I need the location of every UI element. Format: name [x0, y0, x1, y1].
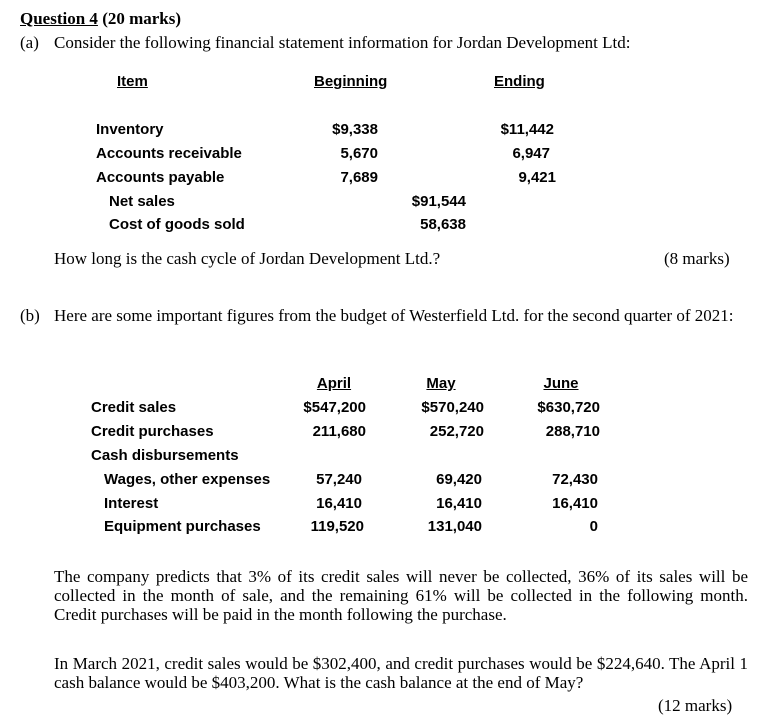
budget-cell: 211,680 — [312, 423, 366, 440]
budget-cell: 16,410 — [316, 495, 362, 512]
budget-cell: 252,720 — [429, 423, 484, 440]
row-inventory-ending: $11,442 — [500, 121, 554, 138]
row-ar-ending: 6,947 — [512, 145, 550, 162]
part-b-paragraph-1: The company predicts that 3% of its credit sales will never be collected, 36% of its sales will be collected in the month of sale, and the remaining 61% will be collected in the following month. Credit purchases will be paid in the month following the purchase. — [54, 567, 748, 624]
budget-cell: 69,420 — [436, 471, 482, 488]
row-ap-label: Accounts payable — [96, 169, 225, 186]
row-ar-label: Accounts receivable — [96, 145, 242, 162]
row-cogs-label: Cost of goods sold — [109, 216, 245, 233]
part-b-paragraph-2: In March 2021, credit sales would be $302,400, and credit purchases would be $224,640. The April 1 cash balance would be $403,200. What is the cash balance at the end of May? — [54, 654, 748, 692]
header-ending: Ending — [494, 73, 545, 90]
part-b-marks: (12 marks) — [658, 696, 733, 715]
part-a-intro: Consider the following financial statement information for Jordan Development Ltd: — [54, 33, 631, 52]
row-ap-ending: 9,421 — [518, 169, 556, 186]
row-ar-beginning: 5,670 — [340, 145, 378, 162]
budget-cell: 16,410 — [436, 495, 482, 512]
budget-cell: $570,240 — [421, 399, 484, 416]
budget-cell: $630,720 — [537, 399, 600, 416]
budget-cell: 72,430 — [552, 471, 598, 488]
row-inventory-beginning: $9,338 — [332, 121, 378, 138]
budget-row-label: Equipment purchases — [104, 518, 261, 535]
header-item: Item — [117, 73, 148, 90]
row-ap-beginning: 7,689 — [340, 169, 378, 186]
budget-cell: 131,040 — [427, 518, 482, 535]
row-cogs-value: 58,638 — [420, 216, 466, 233]
budget-row-label: Cash disbursements — [91, 447, 239, 464]
row-inventory-label: Inventory — [96, 121, 164, 138]
budget-cell: 0 — [589, 518, 598, 535]
budget-cell: 16,410 — [552, 495, 598, 512]
month-june: June — [543, 375, 579, 392]
budget-row-label: Credit sales — [91, 399, 177, 416]
budget-row-label: Wages, other expenses — [104, 471, 271, 488]
budget-cell: 288,710 — [545, 423, 600, 440]
part-a-label: (a) — [20, 33, 39, 52]
budget-row-label: Credit purchases — [91, 423, 214, 440]
row-net-sales-label: Net sales — [109, 193, 175, 210]
part-b-intro: Here are some important figures from the budget of Westerfield Ltd. for the second quarter of 2021: — [54, 306, 734, 325]
question-number: Question 4 — [20, 9, 98, 28]
budget-cell: $547,200 — [303, 399, 366, 416]
question-heading — [20, 9, 181, 28]
budget-cell: 119,520 — [310, 518, 364, 535]
part-a-marks: (8 marks) — [664, 249, 730, 268]
part-a-question: How long is the cash cycle of Jordan Development Ltd.? — [54, 249, 441, 268]
question-marks: (20 marks) — [102, 9, 182, 28]
header-beginning: Beginning — [314, 73, 388, 90]
budget-row-label: Interest — [104, 495, 159, 512]
row-net-sales-value: $91,544 — [411, 193, 466, 210]
part-b-label: (b) — [20, 306, 40, 325]
month-april: April — [316, 375, 352, 392]
budget-cell: 57,240 — [316, 471, 362, 488]
month-may: May — [426, 375, 456, 392]
